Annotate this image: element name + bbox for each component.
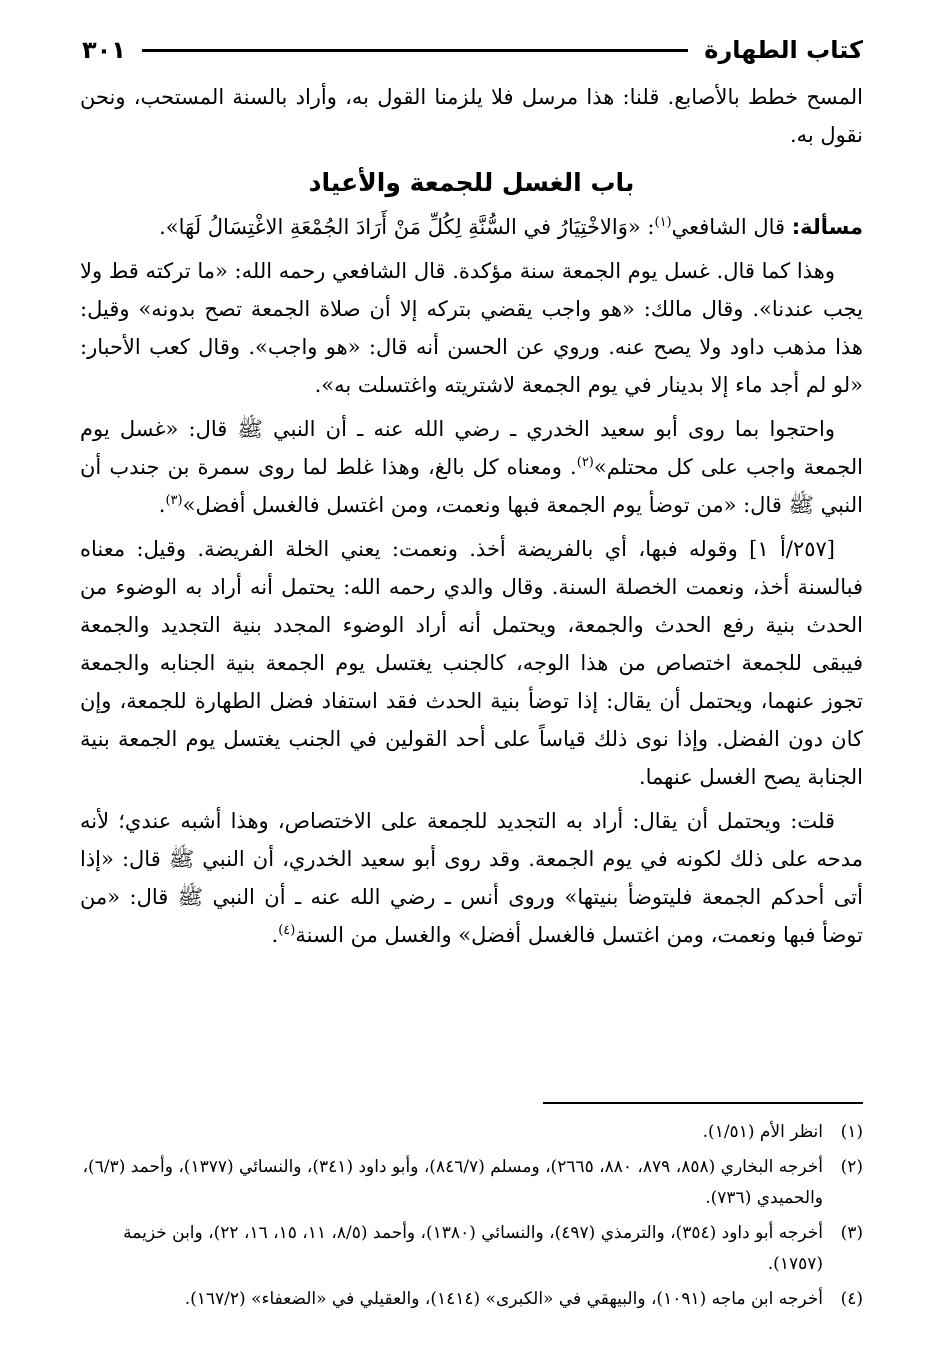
header-rule	[142, 49, 688, 52]
footnote-text: أخرجه أبو داود (٣٥٤)، والترمذي (٤٩٧)، والنسائي (١٣٨٠)، وأحمد (٨/٥، ١١، ١٥، ١٦، ٢٢)، وابن خزيمة (١٧٥٧).	[123, 1223, 823, 1274]
running-title: كتاب الطهارة	[704, 36, 863, 64]
issue-text-a: قال الشافعي	[671, 215, 792, 239]
footnote-item	[80, 1218, 863, 1280]
paragraph: وهذا كما قال. غسل يوم الجمعة سنة مؤكدة. قال الشافعي رحمه الله: «ما تركته قط ولا يجب عندنا». وقال مالك: «هو واجب يقضي بتركه إلا أن صلاة الجمعة تصح بدونه» وقيل: هذا مذهب داود ولا يصح عنه. وروي عن الحسن أنه قال: «هو واجب». وقال كعب الأحبار: «لو لم أجد ماء إلا بدينار في يوم الجمعة لاشتريته واغتسلت به».	[80, 259, 863, 397]
issue-paragraph	[80, 208, 863, 246]
footnote-number: (٢)	[840, 1157, 863, 1177]
page-header	[82, 30, 863, 70]
chapter-heading: باب الغسل للجمعة والأعياد	[308, 168, 635, 197]
page-number: ٣٠١	[82, 36, 126, 64]
issue-label: مسألة:	[791, 215, 863, 239]
footnote-number: (٣)	[840, 1223, 863, 1243]
footnote-marker: (٣)	[165, 493, 183, 508]
paragraph-continuation: المسح خطط بالأصابع. قلنا: هذا مرسل فلا يلزمنا القول به، وأراد بالسنة المستحب، ونحن نقول به.	[80, 85, 863, 147]
paragraph-text: واحتجوا بما روى أبو سعيد الخدري ـ رضي الله عنه ـ أن النبي ﷺ قال: «غسل يوم الجمعة واجب على كل محتلم»	[80, 417, 864, 479]
footnote-marker: (٤)	[278, 923, 296, 938]
paragraph-text: قلت: ويحتمل أن يقال: أراد به التجديد للجمعة على الاختصاص، وهذا أشبه عندي؛ لأنه مدحه على ذلك لكونه في يوم الجمعة. وقد روى أبو سعيد الخدري، أن النبي ﷺ قال: «إذا أتى أحدكم الجمعة فليتوضأ بنيتها» وروى أنس ـ رضي الله عنه ـ أن النبي ﷺ قال: «من توضأ فبها ونعمت، ومن اغتسل فالغسل أفضل» والغسل من السنة	[80, 809, 863, 947]
footnote-text: أخرجه ابن ماجه (١٠٩١)، والبيهقي في «الكبرى» (١٤١٤)، والعقيلي في «الضعفاء» (١٦٧/٢).	[184, 1289, 823, 1309]
paragraph-text: . ومعناه كل بالغ، وهذا غلط لما روى سمرة بن جندب أن النبي ﷺ قال: «من توضأ يوم الجمعة فبها ونعمت، ومن اغتسل فالغسل أفضل»	[80, 455, 863, 517]
paragraph-text: .	[158, 493, 166, 517]
footnote-number: (٤)	[840, 1289, 863, 1309]
footnote-marker: (٢)	[576, 455, 594, 470]
footnote-number: (١)	[840, 1122, 863, 1142]
footnote-item	[80, 1152, 863, 1214]
footnotes	[80, 1117, 863, 1319]
footnote-item	[80, 1117, 863, 1148]
main-text	[80, 78, 863, 960]
footnote-text: أخرجه البخاري (٨٥٨، ٨٧٩، ٨٨٠، ٢٦٦٥)، ومسلم (٨٤٦/٧)، وأبو داود (٣٤١)، والنسائي (١٣٧٧)، وأحمد (٦/٣)، والحميدي (٧٣٦).	[82, 1157, 823, 1208]
footnote-rule	[543, 1102, 863, 1104]
footnote-item	[80, 1284, 863, 1315]
paragraph	[80, 802, 863, 954]
paragraph: [٢٥٧/أ ١] وقوله فبها، أي بالفريضة أخذ. ونعمت: يعني الخلة الفريضة. وقيل: معناه فبالسنة أخذ، ونعمت الخصلة السنة. وقال والدي رحمه الله: يحتمل أنه أراد به الوضوء من الحدث بنية رفع الحدث والجمعة، ويحتمل أنه أراد الوضوء المجدد بنية التجديد والجمعة فيبقى للجمعة اختصاص من هذا الوجه، كالجنب يغتسل يوم الجمعة بنية الجنابه والجمعة تجوز عنهما، ويحتمل أن يقال: إذا توضأ بنية الحدث فقد استفاد فضل الطهارة للجمعة، وإن كان دون الفضل. وإذا نوى ذلك قياساً على أحد القولين في الجنب يغتسل يوم الجمعة بنية الجنابة يصح الغسل عنهما.	[80, 537, 863, 789]
footnote-marker: (١)	[654, 215, 672, 230]
footnote-text: انظر الأم (١/٥١).	[702, 1122, 823, 1142]
paragraph	[80, 410, 863, 524]
issue-text-b: : «وَالاخْتِيَارُ في السُّنَّةِ لِكُلِّ مَنْ أَرَادَ الجُمْعَةِ الاغْتِسَالُ لَهَا».	[159, 215, 655, 239]
paragraph-text: .	[271, 923, 279, 947]
